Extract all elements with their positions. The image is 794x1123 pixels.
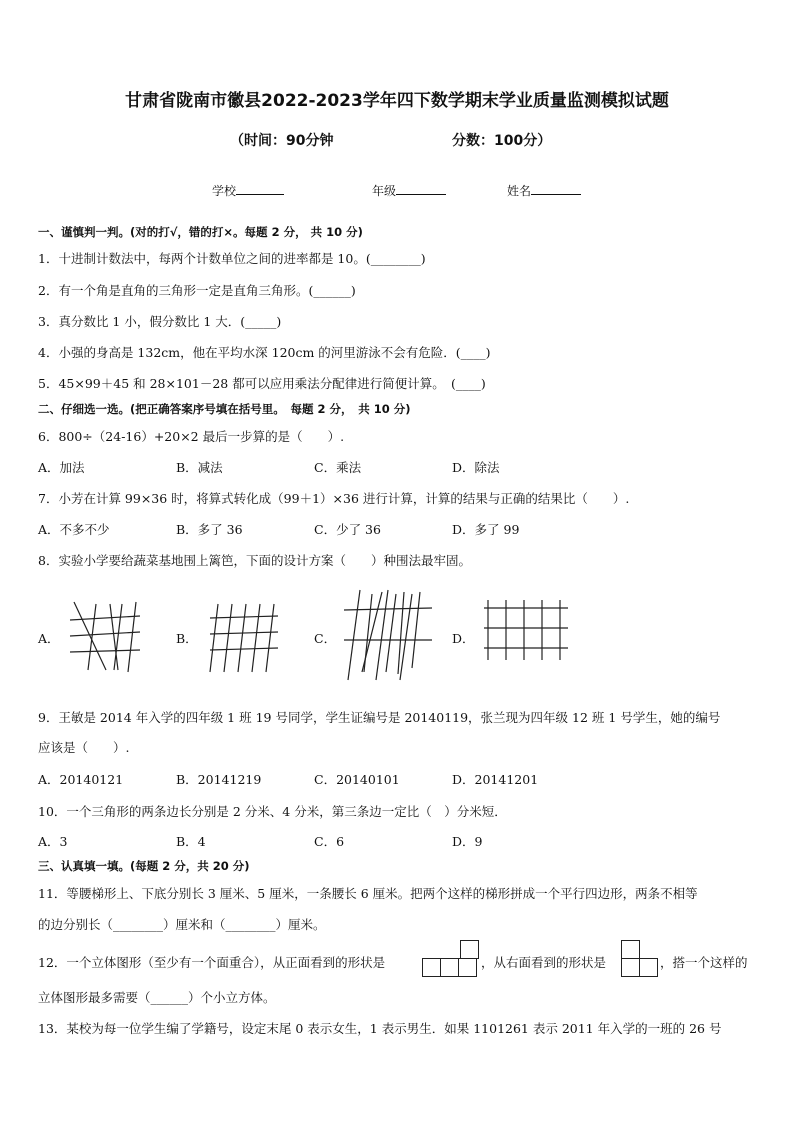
page-title: 甘肃省陇南市徽县2022-2023学年四下数学期末学业质量监测模拟试题 — [125, 91, 669, 111]
section2-heading: 二、仔细选一选。(把正确答案序号填在括号里。 每题 2 分， 共 10 分) — [38, 402, 411, 416]
name-label: 姓名 — [507, 184, 532, 198]
q10-option-b[interactable]: B．4 — [176, 834, 206, 849]
section3-heading: 三、认真填一填。(每题 2 分，共 20 分) — [38, 859, 250, 873]
question-9-line2: 应该是（ ）. — [38, 740, 130, 755]
q6-option-d[interactable]: D．除法 — [452, 460, 500, 475]
question-7: 7．小芳在计算 99×36 时，将算式转化成（99＋1）×36 进行计算，计算的结果与正确的结果比（ ）. — [38, 491, 630, 506]
q7-option-d[interactable]: D．多了 99 — [452, 522, 520, 537]
grade-field — [372, 182, 446, 199]
q6-option-b[interactable]: B．减法 — [176, 460, 223, 475]
question-12-part3: ，搭一个这样的 — [660, 955, 748, 970]
fence-figure-d — [478, 596, 574, 666]
question-2: 2．有一个角是直角的三角形一定是直角三角形。(______) — [38, 283, 356, 298]
q9-option-c[interactable]: C．20140101 — [314, 772, 400, 787]
section1-heading: 一、谨慎判一判。(对的打√，错的打×。每题 2 分， 共 10 分) — [38, 225, 363, 239]
grade-label: 年级 — [372, 184, 397, 198]
school-blank[interactable] — [236, 194, 284, 195]
q7-option-c[interactable]: C．少了 36 — [314, 522, 381, 537]
school-label: 学校 — [212, 184, 237, 198]
q9-option-d[interactable]: D．20141201 — [452, 772, 539, 787]
q9-option-b[interactable]: B．20141219 — [176, 772, 262, 787]
fence-figure-b — [204, 600, 284, 676]
name-blank[interactable] — [531, 194, 581, 195]
q10-option-a[interactable]: A．3 — [38, 834, 68, 849]
q9-option-a[interactable]: A．20140121 — [38, 772, 124, 787]
grade-blank[interactable] — [396, 194, 446, 195]
exam-time: （时间：90分钟 — [230, 133, 334, 149]
question-13: 13．某校为每一位学生编了学籍号，设定末尾 0 表示女生，1 表示男生．如果 1101261 表示 2011 年入学的一班的 26 号 — [38, 1021, 722, 1036]
fence-figure-c — [340, 588, 436, 686]
question-1: 1．十进制计数法中，每两个计数单位之间的进率都是 10。(________) — [38, 251, 426, 266]
q8-option-c[interactable]: C． — [314, 631, 337, 646]
q8-option-b[interactable]: B． — [176, 631, 198, 646]
name-field — [507, 182, 581, 199]
question-11-line1: 11．等腰梯形上、下底分别长 3 厘米、5 厘米，一条腰长 6 厘米。把两个这样的梯形拼成一个平行四边形，两条不相等 — [38, 886, 698, 901]
question-8: 8．实验小学要给蔬菜基地围上篱笆，下面的设计方案（ ）种围法最牢固。 — [38, 553, 471, 568]
question-12-part2: ，从右面看到的形状是 — [481, 955, 607, 970]
exam-score: 分数：100分） — [452, 133, 552, 149]
question-4: 4．小强的身高是 132cm，他在平均水深 120cm 的河里游泳不会有危险．(____) — [38, 345, 491, 360]
question-10: 10．一个三角形的两条边长分别是 2 分米、4 分米，第三条边一定比（ ）分米短． — [38, 804, 507, 819]
question-5: 5．45×99＋45 和 28×101－28 都可以应用乘法分配律进行简便计算。 (____) — [38, 376, 486, 391]
question-12-part1: 12．一个立体图形（至少有一个面重合），从正面看到的形状是 — [38, 955, 386, 970]
school-field — [212, 182, 284, 199]
q8-option-a[interactable]: A． — [38, 631, 60, 646]
question-9-line1: 9．王敏是 2014 年入学的四年级 1 班 19 号同学，学生证编号是 20140119，张兰现为四年级 12 班 1 号学生，她的编号 — [38, 710, 721, 725]
fence-figure-a — [66, 600, 146, 674]
q7-option-a[interactable]: A．不多不少 — [38, 522, 110, 537]
q6-option-c[interactable]: C．乘法 — [314, 460, 362, 475]
question-6: 6．800÷（24-16）+20×2 最后一步算的是（ ）. — [38, 429, 345, 444]
q10-option-c[interactable]: C．6 — [314, 834, 345, 849]
question-3: 3．真分数比 1 小，假分数比 1 大．(_____) — [38, 314, 282, 329]
q7-option-b[interactable]: B．多了 36 — [176, 522, 243, 537]
question-12-line2: 立体图形最多需要（______）个小立方体。 — [38, 990, 276, 1005]
q8-option-d[interactable]: D． — [452, 631, 475, 646]
q6-option-a[interactable]: A．加法 — [38, 460, 85, 475]
q10-option-d[interactable]: D．9 — [452, 834, 483, 849]
question-11-line2: 的边分别长（________）厘米和（________）厘米。 — [38, 917, 326, 932]
